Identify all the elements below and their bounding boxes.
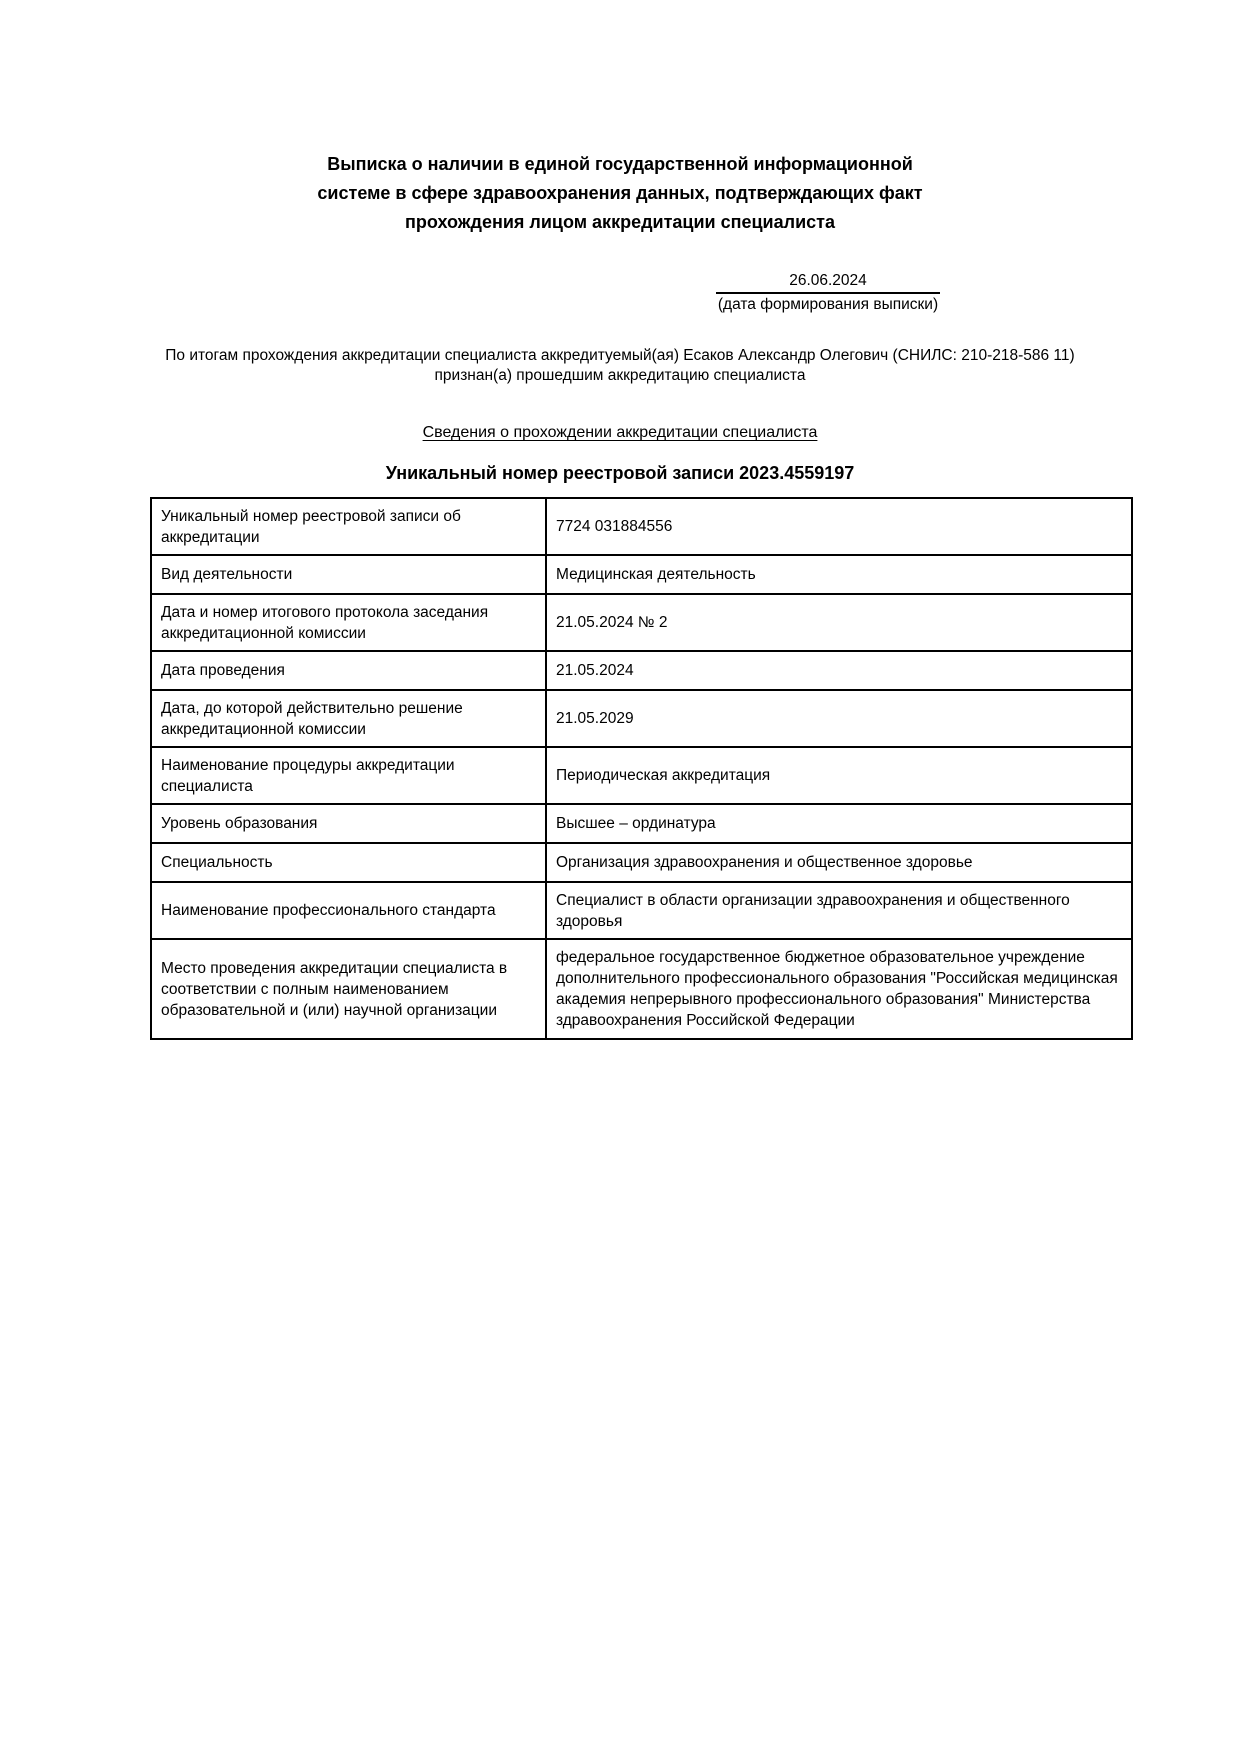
row-value-cell: 21.05.2024 № 2 bbox=[546, 594, 1132, 651]
document-title-line: прохождения лицом аккредитации специалиста bbox=[405, 212, 835, 232]
row-value-cell: 21.05.2024 bbox=[546, 651, 1132, 690]
row-value-cell: Организация здравоохранения и общественное здоровье bbox=[546, 843, 1132, 882]
table-row bbox=[151, 804, 1132, 843]
registry-number-heading: Уникальный номер реестровой записи 2023.4559197 bbox=[385, 463, 855, 483]
intro-paragraph-line: признан(а) прошедшим аккредитацию специалиста bbox=[434, 367, 806, 384]
section-heading: Сведения о прохождении аккредитации специалиста bbox=[422, 424, 818, 441]
row-value-cell: Медицинская деятельность bbox=[546, 555, 1132, 594]
table-row bbox=[151, 594, 1132, 651]
row-label-cell: Дата, до которой действительно решение аккредитационной комиссии bbox=[151, 690, 546, 747]
row-value-cell: 7724 031884556 bbox=[546, 498, 1132, 555]
extract-date-block bbox=[716, 272, 940, 314]
table-row bbox=[151, 651, 1132, 690]
row-label-cell: Наименование процедуры аккредитации специалиста bbox=[151, 747, 546, 804]
table-row bbox=[151, 882, 1132, 939]
table-row bbox=[151, 939, 1132, 1039]
document-title-line: системе в сфере здравоохранения данных, подтверждающих факт bbox=[317, 183, 923, 203]
row-value-cell: федеральное государственное бюджетное образовательное учреждение дополнительного профессионального образования "Российская медицинская академия непрерывного профессионального образования" Министерства здравоохранения Российской Федерации bbox=[546, 939, 1132, 1039]
row-label-cell: Вид деятельности bbox=[151, 555, 546, 594]
row-value-cell: Периодическая аккредитация bbox=[546, 747, 1132, 804]
row-label-cell: Специальность bbox=[151, 843, 546, 882]
table-row bbox=[151, 498, 1132, 555]
row-value-cell: 21.05.2029 bbox=[546, 690, 1132, 747]
table-row bbox=[151, 843, 1132, 882]
row-value-cell: Высшее – ординатура bbox=[546, 804, 1132, 843]
extract-date: 26.06.2024 bbox=[716, 272, 940, 294]
accreditation-table bbox=[150, 497, 1133, 1040]
row-label-cell: Уровень образования bbox=[151, 804, 546, 843]
row-label-cell: Дата и номер итогового протокола заседания аккредитационной комиссии bbox=[151, 594, 546, 651]
document-title-line: Выписка о наличии в единой государственной информационной bbox=[327, 154, 913, 174]
intro-paragraph-line: По итогам прохождения аккредитации специалиста аккредитуемый(ая) Есаков Александр Олегович (СНИЛС: 210-218-586 11) bbox=[165, 347, 1075, 364]
extract-date-caption: (дата формирования выписки) bbox=[717, 296, 939, 313]
row-value-cell: Специалист в области организации здравоохранения и общественного здоровья bbox=[546, 882, 1132, 939]
table-row bbox=[151, 555, 1132, 594]
document-title bbox=[0, 150, 1240, 237]
table-row bbox=[151, 747, 1132, 804]
table-row bbox=[151, 690, 1132, 747]
row-label-cell: Наименование профессионального стандарта bbox=[151, 882, 546, 939]
row-label-cell: Место проведения аккредитации специалиста в соответствии с полным наименованием образовательной и (или) научной организации bbox=[151, 939, 546, 1039]
intro-paragraph bbox=[0, 346, 1240, 386]
row-label-cell: Дата проведения bbox=[151, 651, 546, 690]
row-label-cell: Уникальный номер реестровой записи об аккредитации bbox=[151, 498, 546, 555]
